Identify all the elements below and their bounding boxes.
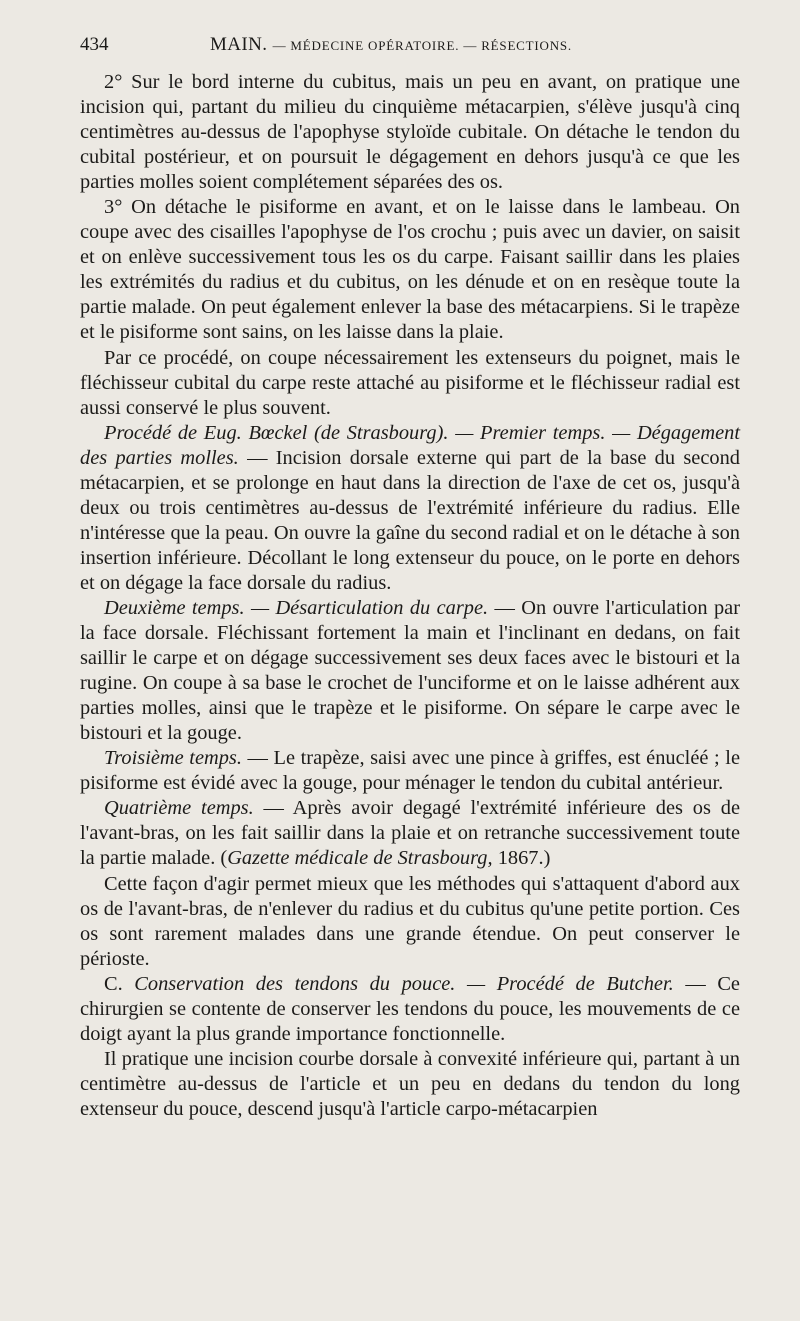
paragraph-text: — Ce chirurgien se contente de conserver les tendons du pouce, les mouvements de ce doigt ayant la plus grande importance fonctionnelle. <box>80 972 740 1045</box>
running-head <box>210 34 572 56</box>
paragraph-2: 2° Sur le bord interne du cubitus, mais un peu en avant, on pratique une incision qui, partant du milieu du cinquième métacarpien, s'élève jusqu'à cinq centimètres au-dessus de l'apophyse styloïde cubitale. On détache le tendon du cubital postérieur, et on poursuit le dégagement en dehors jusqu'à ce que les parties molles soient complétement séparées des os. <box>80 71 740 194</box>
citation-journal: Gazette médicale de Strasbourg, <box>227 847 493 870</box>
procedure-heading: Procédé de Eug. Bœckel (de Strasbourg). — Premier temps. — Dégagement des parties molles. <box>80 421 740 469</box>
page-number: 434 <box>80 34 109 55</box>
section-heading: Conservation des tendons du pouce. — Procédé de Butcher. <box>122 972 674 995</box>
body-text <box>80 70 740 1122</box>
paragraph-text: — Le trapèze, saisi avec une pince à griffes, est énucléé ; le pisiforme est évidé avec la gouge, pour ménager le tendon du cubital antérieur. <box>80 747 740 795</box>
paragraph-boeckel-premier-temps <box>80 421 740 596</box>
step-heading: Quatrième temps. <box>104 797 254 820</box>
running-header <box>80 34 740 62</box>
section-label: C. <box>104 972 123 995</box>
paragraph-incision: Il pratique une incision courbe dorsale à convexité inférieure qui, partant à un centimètre au-dessus de l'article et un peu en dedans du tendon du long extenseur du pouce, descend jusqu'à l'article carpo-métacarpien <box>80 1047 740 1120</box>
running-head-main: MAIN. <box>210 34 268 55</box>
paragraph-summary: Par ce procédé, on coupe nécessairement les extenseurs du poignet, mais le fléchisseur cubital du carpe reste attaché au pisiforme et le fléchisseur radial est aussi conservé le plus souvent. <box>80 346 740 419</box>
paragraph-commentary: Cette façon d'agir permet mieux que les méthodes qui s'attaquent d'abord aux os de l'avant-bras, de n'enlever du radius et du cubitus qu'une petite portion. Ces os sont rarement malades dans une grande étendue. On peut conserver le périoste. <box>80 872 740 970</box>
paragraph-quatrieme-temps <box>80 796 740 871</box>
paragraph-troisieme-temps <box>80 746 740 796</box>
paragraph-text: — Incision dorsale externe qui part de la base du second métacarpien, et se prolonge en haut dans la direction de l'axe de cet os, jusqu'à deux ou trois centimètres au-dessus de l'extrémité inférieure du radius. Elle n'intéresse que la peau. On ouvre la gaîne du second radial et on le détache à son insertion inférieure. Décollant le long extenseur du pouce, on le porte en dehors et on dégage la face dorsale du radius. <box>80 446 740 594</box>
step-heading: Troisième temps. <box>104 747 242 770</box>
step-heading: Deuxième temps. — Désarticulation du carpe. <box>104 596 489 619</box>
citation-year: 1867.) <box>492 847 551 870</box>
paragraph-3: 3° On détache le pisiforme en avant, et on le laisse dans le lambeau. On coupe avec des cisailles l'apophyse de l'os crochu ; puis avec un davier, on saisit et on enlève successivement tous les os du carpe. Faisant saillir dans les plaies les extrémités du radius et du cubitus, on les dénude et on en resèque toute la partie malade. On peut également enlever la base des métacarpiens. Si le trapèze et le pisiforme sont sains, on les laisse dans la plaie. <box>80 196 740 344</box>
paragraph-text: — Après avoir degagé l'extrémité inférieure des os de l'avant-bras, on les fait saillir dans la plaie et on retranche successivement toute la partie malade. ( <box>80 797 740 870</box>
paragraph-text: — On ouvre l'articulation par la face dorsale. Fléchissant fortement la main et l'inclinant en dedans, on fait saillir le carpe et on dégage successivement ses deux faces avec le bistouri et la rugine. On coupe à sa base le crochet de l'unciforme et on le laisse adhérent aux parties molles, ainsi que le trapèze et le pisiforme. On sépare le carpe avec le bistouri et la gouge. <box>80 596 740 745</box>
paragraph-butcher <box>80 972 740 1047</box>
running-head-rest: — MÉDECINE OPÉRATOIRE. — RÉSECTIONS. <box>272 38 572 53</box>
paragraph-deuxieme-temps <box>80 596 740 746</box>
